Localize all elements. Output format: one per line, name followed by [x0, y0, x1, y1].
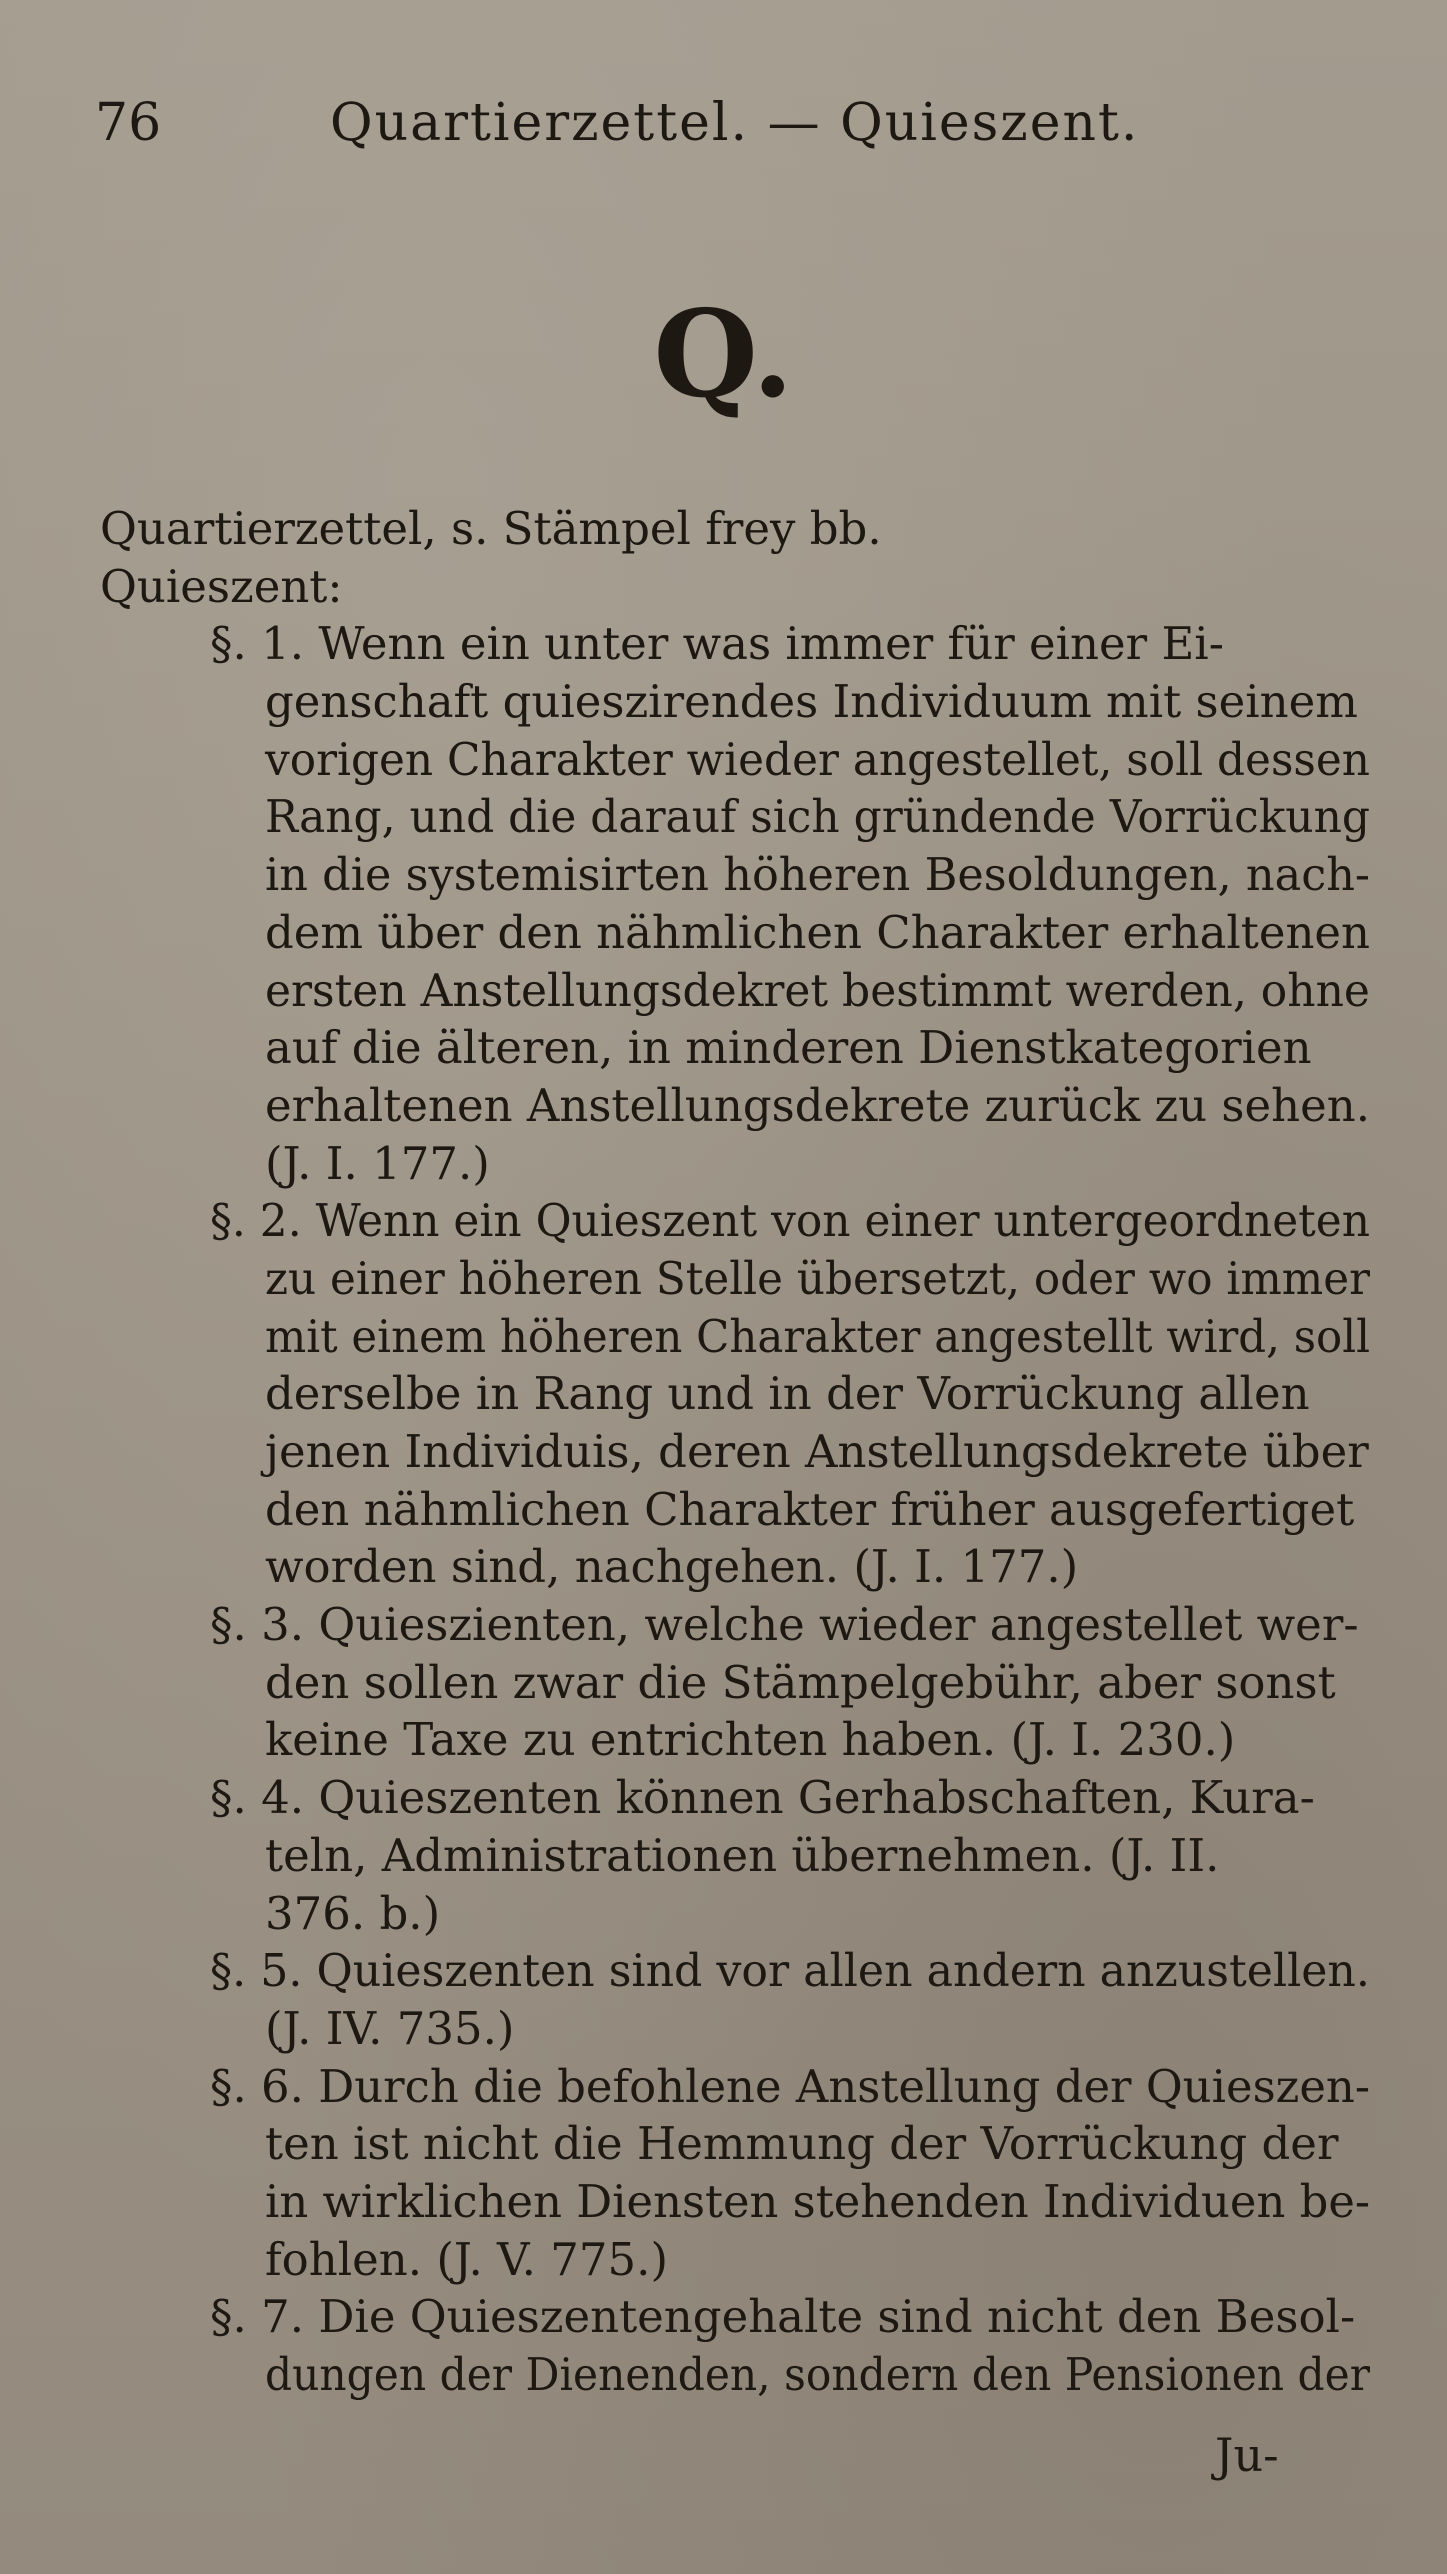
text-line-content: vorigen Charakter wieder angestellet, soll dessen [265, 732, 1370, 786]
text-line [0, 2231, 1447, 2289]
text-line [0, 1827, 1447, 1885]
text-line [0, 1538, 1447, 1596]
text-line [0, 2173, 1447, 2231]
text-line-content: in die systemisirten höheren Besoldungen, nach- [265, 848, 1371, 902]
text-line-content: 376. b.) [265, 1886, 441, 1940]
text-line-content: §. 7. Die Quieszentengehalte sind nicht den Besol- [210, 2290, 1356, 2344]
text-line-content: in wirklichen Diensten stehenden Individuen be- [265, 2174, 1371, 2228]
text-line [0, 1077, 1447, 1135]
text-line [0, 2288, 1447, 2346]
page-number: 76 [95, 93, 162, 153]
text-line [0, 1250, 1447, 1308]
section-letter: Q. [653, 284, 794, 425]
text-line [0, 2000, 1447, 2058]
text-line [0, 1942, 1447, 2000]
text-line [0, 1135, 1447, 1193]
text-line [0, 1192, 1447, 1250]
text-line-content: dem über den nähmlichen Charakter erhaltenen [265, 905, 1370, 959]
text-line [0, 500, 1447, 558]
catchword: Ju- [1215, 2428, 1279, 2482]
text-line-content: (J. I. 177.) [265, 1136, 490, 1190]
body-text [0, 500, 1447, 2404]
text-line-content: Quartierzettel, s. Stämpel frey bb. [100, 502, 882, 555]
text-line [0, 558, 1447, 616]
text-line-content: genschaft quieszirendes Individuum mit seinem [265, 675, 1358, 729]
text-line-content: §. 1. Wenn ein unter was immer für einer Ei- [210, 617, 1224, 671]
text-line [0, 1885, 1447, 1943]
text-line-content: §. 4. Quieszenten können Gerhabschaften, Kura- [210, 1771, 1315, 1825]
text-line-content: keine Taxe zu entrichten haben. (J. I. 230.) [265, 1713, 1236, 1767]
text-line-content: auf die älteren, in minderen Dienstkategorien [265, 1021, 1312, 1075]
text-line-content: derselbe in Rang und in der Vorrückung allen [265, 1367, 1310, 1421]
text-line-content: zu einer höheren Stelle übersetzt, oder wo immer [265, 1251, 1370, 1305]
text-line [0, 2115, 1447, 2173]
text-line-content: jenen Individuis, deren Anstellungsdekrete über [265, 1425, 1369, 1478]
text-line-content: mit einem höheren Charakter angestellt wird, soll [265, 1309, 1371, 1363]
text-line [0, 1769, 1447, 1827]
text-line [0, 731, 1447, 789]
text-line [0, 788, 1447, 846]
text-line-content: teln, Administrationen übernehmen. (J. II. [265, 1828, 1220, 1882]
text-line [0, 1481, 1447, 1539]
text-line-content: den nähmlichen Charakter früher ausgefertiget [265, 1482, 1355, 1536]
text-line [0, 2058, 1447, 2116]
text-line [0, 1596, 1447, 1654]
text-line [0, 1654, 1447, 1712]
text-line-content: ersten Anstellungsdekret bestimmt werden, ohne [265, 963, 1370, 1017]
text-line-content: §. 6. Durch die befohlene Anstellung der Quieszen- [210, 2059, 1371, 2113]
text-line [0, 673, 1447, 731]
text-line [0, 846, 1447, 904]
text-line-content: den sollen zwar die Stämpelgebühr, aber sonst [265, 1655, 1336, 1709]
text-line-content: erhaltenen Anstellungsdekrete zurück zu sehen. [265, 1078, 1371, 1132]
text-line-content: §. 2. Wenn ein Quieszent von einer untergeordneten [210, 1194, 1370, 1248]
running-header [95, 88, 1347, 158]
text-line [0, 904, 1447, 962]
text-line [0, 962, 1447, 1020]
text-line [0, 1423, 1447, 1481]
text-line-content: ten ist nicht die Hemmung der Vorrückung der [265, 2117, 1339, 2171]
running-title: Quartierzettel. — Quieszent. [330, 93, 1140, 153]
text-line-content: §. 3. Quieszienten, welche wieder angestellet wer- [210, 1598, 1359, 1652]
text-line-content: fohlen. (J. V. 775.) [265, 2232, 669, 2286]
text-line-content: Rang, und die darauf sich gründende Vorrückung [265, 790, 1370, 844]
text-line-content: Quieszent: [100, 559, 343, 613]
text-line-content: (J. IV. 735.) [265, 2001, 515, 2055]
text-line-content: dungen der Dienenden, sondern den Pensionen der [265, 2348, 1370, 2401]
text-line [0, 615, 1447, 673]
text-line [0, 2346, 1447, 2404]
text-line [0, 1308, 1447, 1366]
text-line [0, 1019, 1447, 1077]
text-line [0, 1711, 1447, 1769]
text-line-content: worden sind, nachgehen. (J. I. 177.) [265, 1540, 1079, 1594]
text-line-content: §. 5. Quieszenten sind vor allen andern anzustellen. [210, 1944, 1370, 1998]
text-line [0, 1365, 1447, 1423]
